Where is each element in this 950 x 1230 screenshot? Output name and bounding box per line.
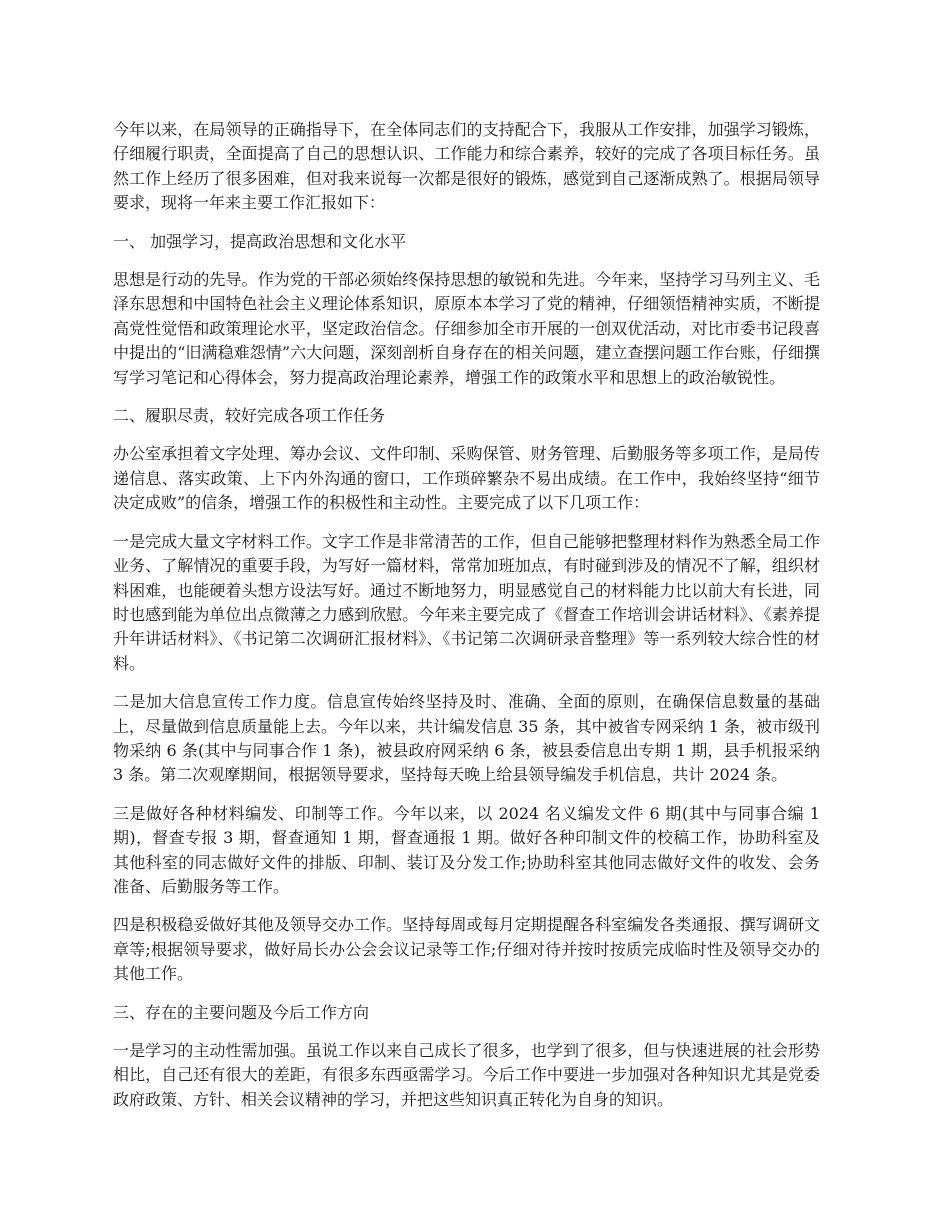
section-2-paragraph-4: 三是做好各种材料编发、印制等工作。今年以来，以 2024 名义编发文件 6 期(其中与同事合编 1 期)，督查专报 3 期，督查通知 1 期，督查通报 1 期。做好各种印制文件的校稿工作，协助科室及其他科室的同志做好文件的排版、印制、装订及分发工作;协助科室其他同志做好文件的收发、会务准备、后勤服务等工作。 xyxy=(113,803,820,896)
section-2-heading: 二、履职尽责，较好完成各项工作任务 xyxy=(113,406,386,426)
section-2-paragraph-2: 一是完成大量文字材料工作。文字工作是非常清苦的工作，但自己能够把整理材料作为熟悉全局工作业务、了解情况的重要手段，为写好一篇材料，常常加班加点，有时碰到涉及的情况不了解，组织材料困难，也能硬着头想方设法写好。通过不断地努力，明显感觉自己的材料能力比以前大有长进，同时也感到能为单位出点微薄之力感到欣慰。今年来主要完成了《督查工作培训会讲话材料》、《素养提升年讲话材料》、《书记第二次调研汇报材料》、《书记第二次调研录音整理》等一系列较大综合性的材料。 xyxy=(113,531,820,673)
section-3-heading: 三、存在的主要问题及今后工作方向 xyxy=(113,1002,370,1022)
intro-paragraph: 今年以来，在局领导的正确指导下，在全体同志们的支持配合下，我服从工作安排，加强学习锻炼，仔细履行职责，全面提高了自己的思想认识、工作能力和综合素养，较好的完成了各项目标任务。虽然工作上经历了很多困难，但对我来说每一次都是很好的锻炼，感觉到自己逐渐成熟了。根据局领导要求，现将一年来主要工作汇报如下： xyxy=(113,120,820,213)
section-1-heading: 一、 加强学习，提高政治思想和文化水平 xyxy=(113,231,407,251)
section-2-paragraph-5: 四是积极稳妥做好其他及领导交办工作。坚持每周或每月定期提醒各科室编发各类通报、撰写调研文章等;根据领导要求，做好局长办公会会议记录等工作;仔细对待并按时按质完成临时性及领导交办的其他工作。 xyxy=(113,915,820,984)
section-1-paragraph-1: 思想是行动的先导。作为党的干部必须始终保持思想的敏锐和先进。今年来，坚持学习马列主义、毛泽东思想和中国特色社会主义理论体系知识，原原本本学习了党的精神，仔细领悟精神实质，不断提高党性觉悟和政策理论水平，坚定政治信念。仔细参加全市开展的一创双优活动，对比市委书记段喜中提出的“旧满稳难怨情”六大问题，深刻剖析自身存在的相关问题，建立查摆问题工作台账，仔细撰写学习笔记和心得体会，努力提高政治理论素养，增强工作的政策水平和思想上的政治敏锐性。 xyxy=(113,270,820,387)
section-3-paragraph-1: 一是学习的主动性需加强。虽说工作以来自己成长了很多，也学到了很多，但与快速进展的社会形势相比，自己还有很大的差距，有很多东西亟需学习。今后工作中要进一步加强对各种知识尤其是党委政府政策、方针、相关会议精神的学习，并把这些知识真正转化为自身的知识。 xyxy=(113,1041,820,1109)
section-2-paragraph-3: 二是加大信息宣传工作力度。信息宣传始终坚持及时、准确、全面的原则，在确保信息数量的基础上，尽量做到信息质量能上去。今年以来，共计编发信息 35 条，其中被省专网采纳 1 条，被市级刊物采纳 6 条(其中与同事合作 1 条)，被县政府网采纳 6 条，被县委信息出专期 1 期，县手机报采纳 3 条。第二次观摩期间，根据领导要求，坚持每天晚上给县领导编发手机信息，共计 2024 条。 xyxy=(113,692,820,785)
section-2-paragraph-1: 办公室承担着文字处理、筹办会议、文件印制、采购保管、财务管理、后勤服务等多项工作，是局传递信息、落实政策、上下内外沟通的窗口，工作琐碎繁杂不易出成绩。在工作中，我始终坚持“细节决定成败”的信条，增强工作的积极性和主动性。主要完成了以下几项工作： xyxy=(113,444,820,513)
